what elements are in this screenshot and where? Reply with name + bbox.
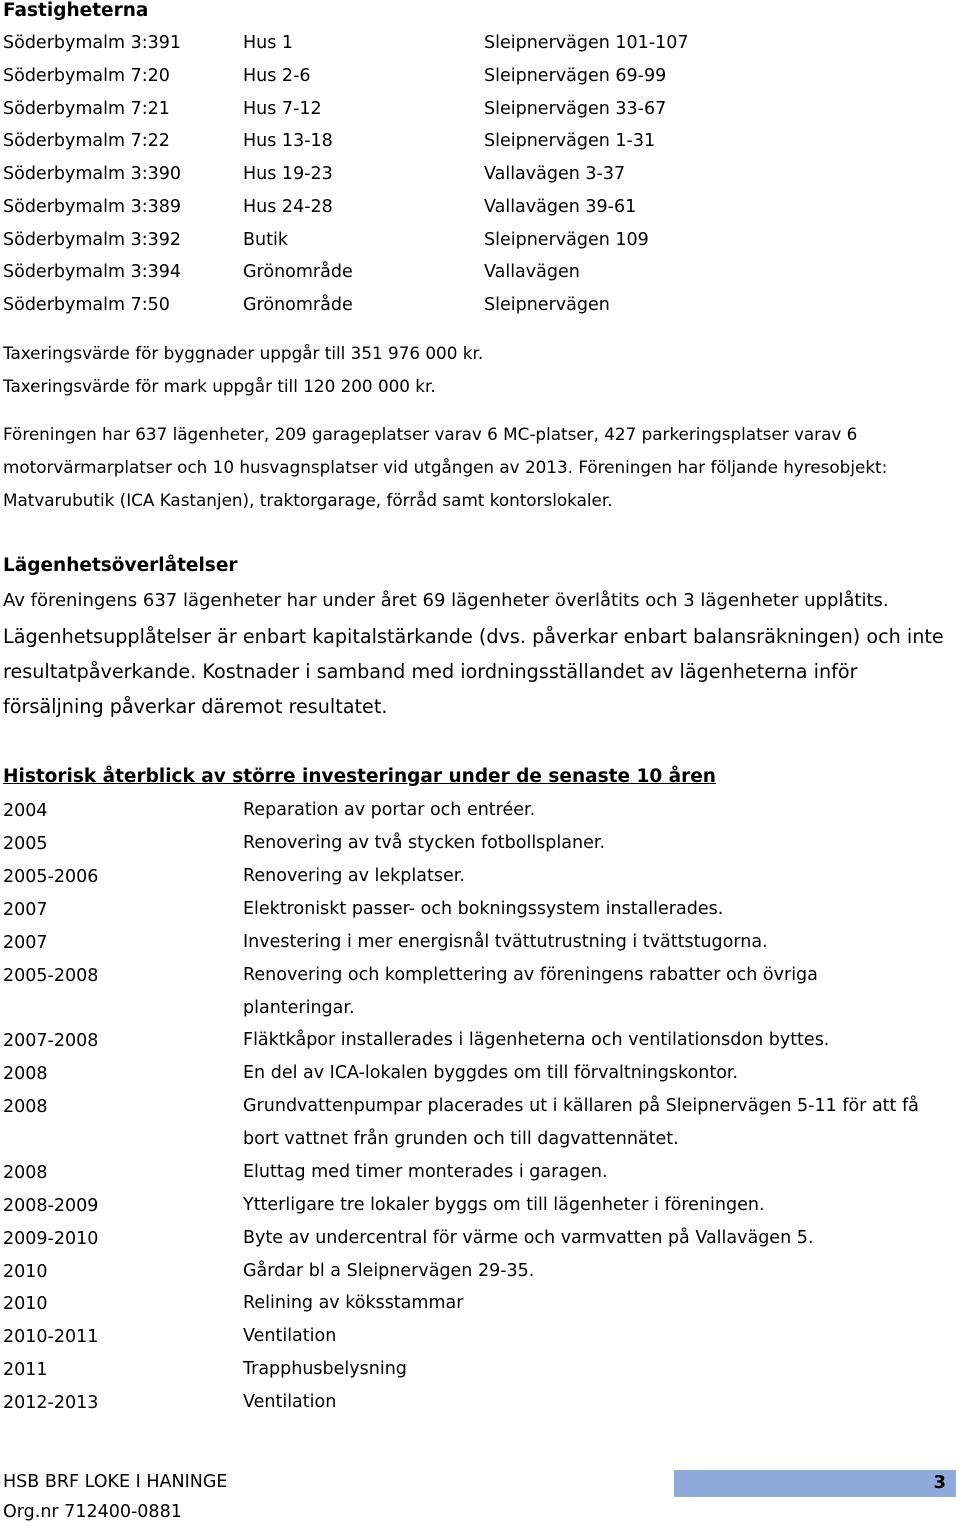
property-address: Vallavägen 39-61 <box>484 197 637 217</box>
investment-year: 2005-2006 <box>3 867 99 887</box>
property-building: Hus 2-6 <box>243 66 311 86</box>
property-designation: Söderbymalm 7:21 <box>3 99 170 119</box>
property-address: Sleipnervägen <box>484 295 610 315</box>
investment-text: Reparation av portar och entréer. <box>243 800 536 820</box>
page-number: 3 <box>933 1472 946 1493</box>
investment-year: 2004 <box>3 801 48 821</box>
property-building: Grönområde <box>243 262 353 282</box>
investment-text: Elektroniskt passer- och bokningssystem installerades. <box>243 899 724 919</box>
valuation-buildings: Taxeringsvärde för byggnader uppgår till 351 976 000 kr. <box>3 343 484 363</box>
footer-org-number: Org.nr 712400-0881 <box>3 1502 182 1522</box>
investment-year: 2011 <box>3 1360 48 1380</box>
investment-year: 2008 <box>3 1097 48 1117</box>
properties-heading: Fastigheterna <box>3 0 149 21</box>
property-building: Hus 13-18 <box>243 131 333 151</box>
transfers-heading: Lägenhetsöverlåtelser <box>3 555 238 576</box>
property-designation: Söderbymalm 3:391 <box>3 33 182 53</box>
property-building: Hus 7-12 <box>243 99 322 119</box>
investment-text: Byte av undercentral för värme och varmvatten på Vallavägen 5. <box>243 1228 814 1248</box>
association-paragraph: Föreningen har 637 lägenheter, 209 garageplatser varav 6 MC-platser, 427 parkeringsplatser varav 6 motorvärmarplatser och 10 husvagnsplatser vid utgången av 2013. Föreningen har följande hyresobjekt: Matvarubutik (ICA Kastanjen), traktorgarage, förråd samt kontorslokaler. <box>3 424 888 510</box>
investment-year: 2010-2011 <box>3 1327 99 1347</box>
property-address: Sleipnervägen 1-31 <box>484 131 656 151</box>
investment-year: 2010 <box>3 1262 48 1282</box>
investment-text: Fläktkåpor installerades i lägenheterna och ventilationsdon byttes. <box>243 1030 830 1050</box>
investment-text: Eluttag med timer monterades i garagen. <box>243 1162 608 1182</box>
property-building: Hus 19-23 <box>243 164 333 184</box>
footer-page-bar <box>674 1470 956 1497</box>
investment-year: 2007 <box>3 933 48 953</box>
investment-year: 2009-2010 <box>3 1229 99 1249</box>
investment-year: 2005 <box>3 834 48 854</box>
investment-text: Gårdar bl a Sleipnervägen 29-35. <box>243 1261 535 1281</box>
investment-text: En del av ICA-lokalen byggdes om till förvaltningskontor. <box>243 1063 739 1083</box>
property-designation: Söderbymalm 3:394 <box>3 262 182 282</box>
footer-org-name: HSB BRF LOKE I HANINGE <box>3 1472 228 1492</box>
property-designation: Söderbymalm 7:20 <box>3 66 170 86</box>
investment-year: 2010 <box>3 1294 48 1314</box>
property-designation: Söderbymalm 7:22 <box>3 131 170 151</box>
investment-year: 2008-2009 <box>3 1196 99 1216</box>
transfers-summary: Av föreningens 637 lägenheter har under året 69 lägenheter överlåtits och 3 lägenheter upplåtits. <box>3 590 889 611</box>
property-designation: Söderbymalm 3:389 <box>3 197 182 217</box>
investment-text: Grundvattenpumpar placerades ut i källaren på Sleipnervägen 5-11 för att få bort vattnet från grunden och till dagvattennätet. <box>243 1096 919 1149</box>
property-building: Grönområde <box>243 295 353 315</box>
property-address: Sleipnervägen 69-99 <box>484 66 667 86</box>
investment-year: 2012-2013 <box>3 1393 99 1413</box>
investment-text: Ytterligare tre lokaler byggs om till lägenheter i föreningen. <box>243 1195 765 1215</box>
transfers-paragraph: Lägenhetsupplåtelser är enbart kapitalstärkande (dvs. påverkar enbart balansräkningen) och inte resultatpåverkande. Kostnader i samband med iordningsställandet av lägenheterna inför försäljning påverkar däremot resultatet. <box>3 625 944 718</box>
property-designation: Söderbymalm 3:390 <box>3 164 182 184</box>
property-designation: Söderbymalm 7:50 <box>3 295 170 315</box>
investment-text: Renovering och komplettering av föreningens rabatter och övriga planteringar. <box>243 965 818 1018</box>
investment-text: Investering i mer energisnål tvättutrustning i tvättstugorna. <box>243 932 768 952</box>
valuation-land: Taxeringsvärde för mark uppgår till 120 200 000 kr. <box>3 376 436 396</box>
investment-text: Ventilation <box>243 1392 337 1412</box>
investment-year: 2005-2008 <box>3 966 99 986</box>
investment-year: 2007 <box>3 900 48 920</box>
investment-text: Renovering av lekplatser. <box>243 866 465 886</box>
investment-text: Relining av köksstammar <box>243 1293 464 1313</box>
investment-text: Renovering av två stycken fotbollsplaner. <box>243 833 606 853</box>
property-address: Sleipnervägen 33-67 <box>484 99 667 119</box>
property-building: Hus 24-28 <box>243 197 333 217</box>
investments-heading: Historisk återblick av större investeringar under de senaste 10 åren <box>3 766 716 787</box>
property-address: Sleipnervägen 109 <box>484 230 649 250</box>
investment-year: 2008 <box>3 1064 48 1084</box>
investment-text: Ventilation <box>243 1326 337 1346</box>
property-address: Vallavägen 3-37 <box>484 164 626 184</box>
investment-year: 2007-2008 <box>3 1031 99 1051</box>
property-address: Vallavägen <box>484 262 580 282</box>
property-building: Butik <box>243 230 288 250</box>
investment-year: 2008 <box>3 1163 48 1183</box>
property-designation: Söderbymalm 3:392 <box>3 230 182 250</box>
investment-text: Trapphusbelysning <box>243 1359 407 1379</box>
property-address: Sleipnervägen 101-107 <box>484 33 689 53</box>
property-building: Hus 1 <box>243 33 294 53</box>
